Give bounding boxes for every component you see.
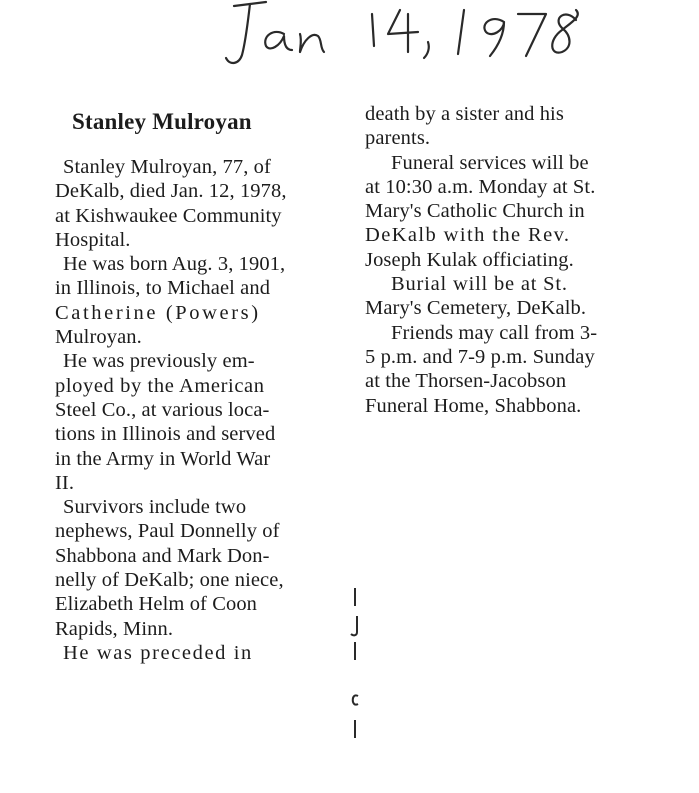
text-line: Steel Co., at various loca- [55,398,270,421]
text-line: Burial will be at St. [391,273,568,296]
left-column [55,155,337,665]
text-line: at the Thorsen-Jacobson [365,370,567,393]
right-column [365,102,670,418]
text-line: Shabbona and Mark Don- [55,544,270,567]
text-line: at Kishwaukee Community [55,204,282,227]
text-line: He was born Aug. 3, 1901, [63,253,286,276]
text-line: Joseph Kulak officiating. [365,248,574,271]
text-line: Survivors include two [63,496,247,519]
text-line: parents. [365,127,431,150]
text-line: II. [55,471,75,494]
text-line: in the Army in World War [55,447,271,470]
text-line: 5 p.m. and 7-9 p.m. Sunday [365,345,595,368]
text-line: Stanley Mulroyan, 77, of [63,156,271,178]
text-line: Friends may call from 3- [391,321,598,344]
text-line: death by a sister and his [365,103,564,125]
text-line: Mary's Cemetery, DeKalb. [365,297,587,320]
text-line: Mulroyan. [55,326,142,349]
text-line: DeKalb with the Rev. [365,224,571,247]
text-line: Funeral Home, Shabbona. [365,394,582,417]
text-line: Rapids, Minn. [55,617,174,640]
text-line: He was preceded in [63,641,253,664]
text-line: ployed by the American [55,374,265,397]
text-line: Catherine (Powers) [55,301,261,324]
text-line: He was previously em- [63,350,255,373]
text-line: at 10:30 a.m. Monday at St. [365,175,596,198]
text-line: Funeral services will be [391,151,589,174]
text-line: nephews, Paul Donnelly of [55,520,280,543]
text-line: in Illinois, to Michael and [55,277,271,300]
text-line: Elizabeth Helm of Coon [55,593,258,616]
text-line: DeKalb, died Jan. 12, 1978, [55,180,287,203]
clipped-edge-fragments [345,580,361,740]
obituary-headline: Stanley Mulroyan [72,109,252,134]
text-line: Mary's Catholic Church in [365,200,585,223]
text-line: nelly of DeKalb; one niece, [55,569,284,592]
text-line: Hospital. [55,228,131,251]
handwritten-date [222,0,602,70]
text-line: tions in Illinois and served [55,423,276,446]
